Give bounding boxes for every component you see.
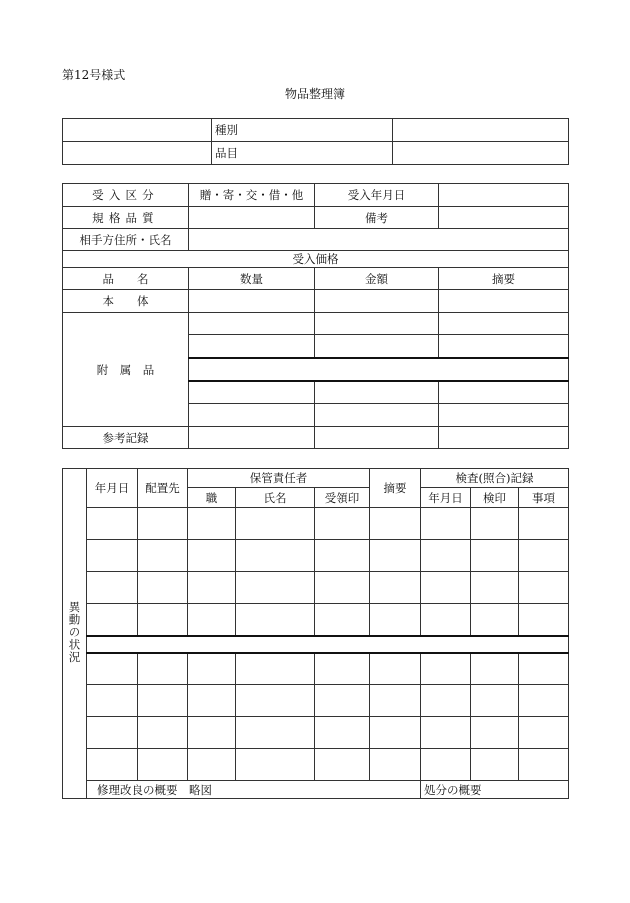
accessory-row-1-summary[interactable]	[439, 313, 569, 335]
cell[interactable]	[370, 508, 421, 540]
custodian-header: 保管責任者	[188, 469, 370, 488]
cell[interactable]	[87, 685, 138, 717]
movement-divider-band	[63, 636, 569, 653]
cell[interactable]	[421, 717, 471, 749]
cell[interactable]	[87, 717, 138, 749]
accessory-row-2-quantity[interactable]	[189, 335, 315, 358]
cell[interactable]	[138, 717, 188, 749]
accessories-label: 附 属 品	[63, 313, 189, 427]
cell[interactable]	[370, 717, 421, 749]
cell[interactable]	[315, 653, 370, 685]
cell[interactable]	[87, 653, 138, 685]
cell[interactable]	[138, 749, 188, 781]
cell[interactable]	[138, 685, 188, 717]
cell[interactable]	[315, 508, 370, 540]
item-value[interactable]	[393, 142, 569, 165]
cell[interactable]	[471, 604, 519, 636]
accessory-row-3-summary[interactable]	[439, 381, 569, 404]
cell[interactable]	[138, 653, 188, 685]
cell[interactable]	[188, 540, 236, 572]
remarks-value[interactable]	[439, 207, 569, 229]
cell[interactable]	[315, 604, 370, 636]
accessory-row-2-summary[interactable]	[439, 335, 569, 358]
counterparty-value[interactable]	[189, 229, 569, 251]
receipt-table	[62, 183, 569, 449]
cell[interactable]	[188, 685, 236, 717]
custodian-col-name: 氏名	[236, 488, 315, 508]
receipt-category-label: 受入区分	[63, 184, 189, 207]
spec-quality-label: 規格品質	[63, 207, 189, 229]
cell[interactable]	[421, 653, 471, 685]
accessory-divider-band	[189, 358, 569, 381]
table-row	[63, 508, 569, 540]
cell[interactable]	[236, 604, 315, 636]
page-title: 物品整理簿	[284, 87, 345, 101]
cell[interactable]	[236, 717, 315, 749]
accessory-row-3-quantity[interactable]	[189, 381, 315, 404]
accessory-row-2-amount[interactable]	[315, 335, 439, 358]
spec-quality-value[interactable]	[189, 207, 315, 229]
main-body-label: 本 体	[63, 290, 189, 313]
mv-col-summary: 摘要	[370, 469, 421, 508]
cell[interactable]	[471, 653, 519, 685]
cell[interactable]	[519, 717, 569, 749]
cell[interactable]	[188, 508, 236, 540]
inspection-col-seal: 検印	[471, 488, 519, 508]
col-item-name: 品 名	[63, 268, 189, 290]
cell[interactable]	[519, 685, 569, 717]
accessory-row-4-quantity[interactable]	[189, 404, 315, 427]
cell[interactable]	[315, 685, 370, 717]
cell[interactable]	[519, 540, 569, 572]
cell[interactable]	[519, 604, 569, 636]
table-row	[63, 604, 569, 636]
accessory-row-4-amount[interactable]	[315, 404, 439, 427]
cell[interactable]	[519, 749, 569, 781]
accessory-row-3-amount[interactable]	[315, 381, 439, 404]
counterparty-label: 相手方住所・氏名	[63, 229, 189, 251]
table-row	[63, 685, 569, 717]
type-blank[interactable]	[63, 119, 212, 142]
accessory-row-1-quantity[interactable]	[189, 313, 315, 335]
cell[interactable]	[421, 572, 471, 604]
table-row	[63, 749, 569, 781]
cell[interactable]	[138, 572, 188, 604]
cell[interactable]	[519, 653, 569, 685]
cell[interactable]	[188, 604, 236, 636]
cell[interactable]	[370, 685, 421, 717]
inspection-col-matter: 事項	[519, 488, 569, 508]
cell[interactable]	[87, 540, 138, 572]
mv-col-location: 配置先	[138, 469, 188, 508]
type-label: 種別	[212, 119, 393, 142]
cell[interactable]	[138, 540, 188, 572]
cell[interactable]	[471, 749, 519, 781]
table-row	[63, 717, 569, 749]
type-value[interactable]	[393, 119, 569, 142]
cell[interactable]	[87, 572, 138, 604]
cell[interactable]	[236, 653, 315, 685]
main-body-amount[interactable]	[315, 290, 439, 313]
divider-cell	[87, 636, 569, 653]
cell[interactable]	[471, 572, 519, 604]
cell[interactable]	[138, 604, 188, 636]
accessory-row-4-summary[interactable]	[439, 404, 569, 427]
cell[interactable]	[236, 508, 315, 540]
cell[interactable]	[315, 572, 370, 604]
cell[interactable]	[471, 717, 519, 749]
disposal-summary-label: 処分の概要	[421, 781, 569, 799]
cell[interactable]	[370, 749, 421, 781]
cell[interactable]	[471, 685, 519, 717]
main-body-quantity[interactable]	[189, 290, 315, 313]
cell[interactable]	[236, 572, 315, 604]
cell[interactable]	[188, 572, 236, 604]
table-row	[63, 653, 569, 685]
cell[interactable]	[421, 508, 471, 540]
price-header: 受入価格	[63, 251, 569, 268]
cell[interactable]	[471, 540, 519, 572]
form-number: 第12号様式	[62, 68, 126, 82]
reference-label: 参考記録	[63, 427, 189, 449]
cell[interactable]	[236, 749, 315, 781]
receipt-date-value[interactable]	[439, 184, 569, 207]
cell[interactable]	[87, 604, 138, 636]
cell[interactable]	[87, 749, 138, 781]
remarks-label: 備考	[315, 207, 439, 229]
reference-value-3[interactable]	[439, 427, 569, 449]
col-summary: 摘要	[439, 268, 569, 290]
cell[interactable]	[188, 653, 236, 685]
table-row	[63, 572, 569, 604]
cell[interactable]	[421, 749, 471, 781]
reference-value-2[interactable]	[315, 427, 439, 449]
cell[interactable]	[370, 572, 421, 604]
col-amount: 金額	[315, 268, 439, 290]
inspection-header: 検査(照合)記録	[421, 469, 569, 488]
movement-table	[62, 468, 569, 799]
table-row	[63, 540, 569, 572]
main-body-summary[interactable]	[439, 290, 569, 313]
cell[interactable]	[519, 572, 569, 604]
accessory-row-1-amount[interactable]	[315, 313, 439, 335]
reference-value-1[interactable]	[189, 427, 315, 449]
repair-summary-label: 修理改良の概要 略図	[87, 781, 421, 799]
receipt-category-options[interactable]: 贈・寄・交・借・他	[189, 184, 315, 207]
cell[interactable]	[138, 508, 188, 540]
cell[interactable]	[421, 604, 471, 636]
cell[interactable]	[519, 508, 569, 540]
cell[interactable]	[370, 540, 421, 572]
custodian-col-seal: 受領印	[315, 488, 370, 508]
cell[interactable]	[421, 685, 471, 717]
cell[interactable]	[236, 540, 315, 572]
cell[interactable]	[315, 540, 370, 572]
classification-table	[62, 118, 569, 165]
inspection-col-date: 年月日	[421, 488, 471, 508]
col-quantity: 数量	[189, 268, 315, 290]
custodian-col-post: 職	[188, 488, 236, 508]
item-label: 品目	[212, 142, 393, 165]
cell[interactable]	[315, 717, 370, 749]
cell[interactable]	[188, 717, 236, 749]
receipt-date-label: 受入年月日	[315, 184, 439, 207]
cell[interactable]	[315, 749, 370, 781]
cell[interactable]	[370, 604, 421, 636]
item-blank[interactable]	[63, 142, 212, 165]
movement-section-label: 異動の状況	[67, 600, 82, 664]
mv-col-date: 年月日	[87, 469, 138, 508]
cell[interactable]	[471, 508, 519, 540]
cell[interactable]	[370, 653, 421, 685]
cell[interactable]	[87, 508, 138, 540]
cell[interactable]	[421, 540, 471, 572]
cell[interactable]	[236, 685, 315, 717]
cell[interactable]	[188, 749, 236, 781]
movement-section-label-cell	[63, 469, 87, 799]
